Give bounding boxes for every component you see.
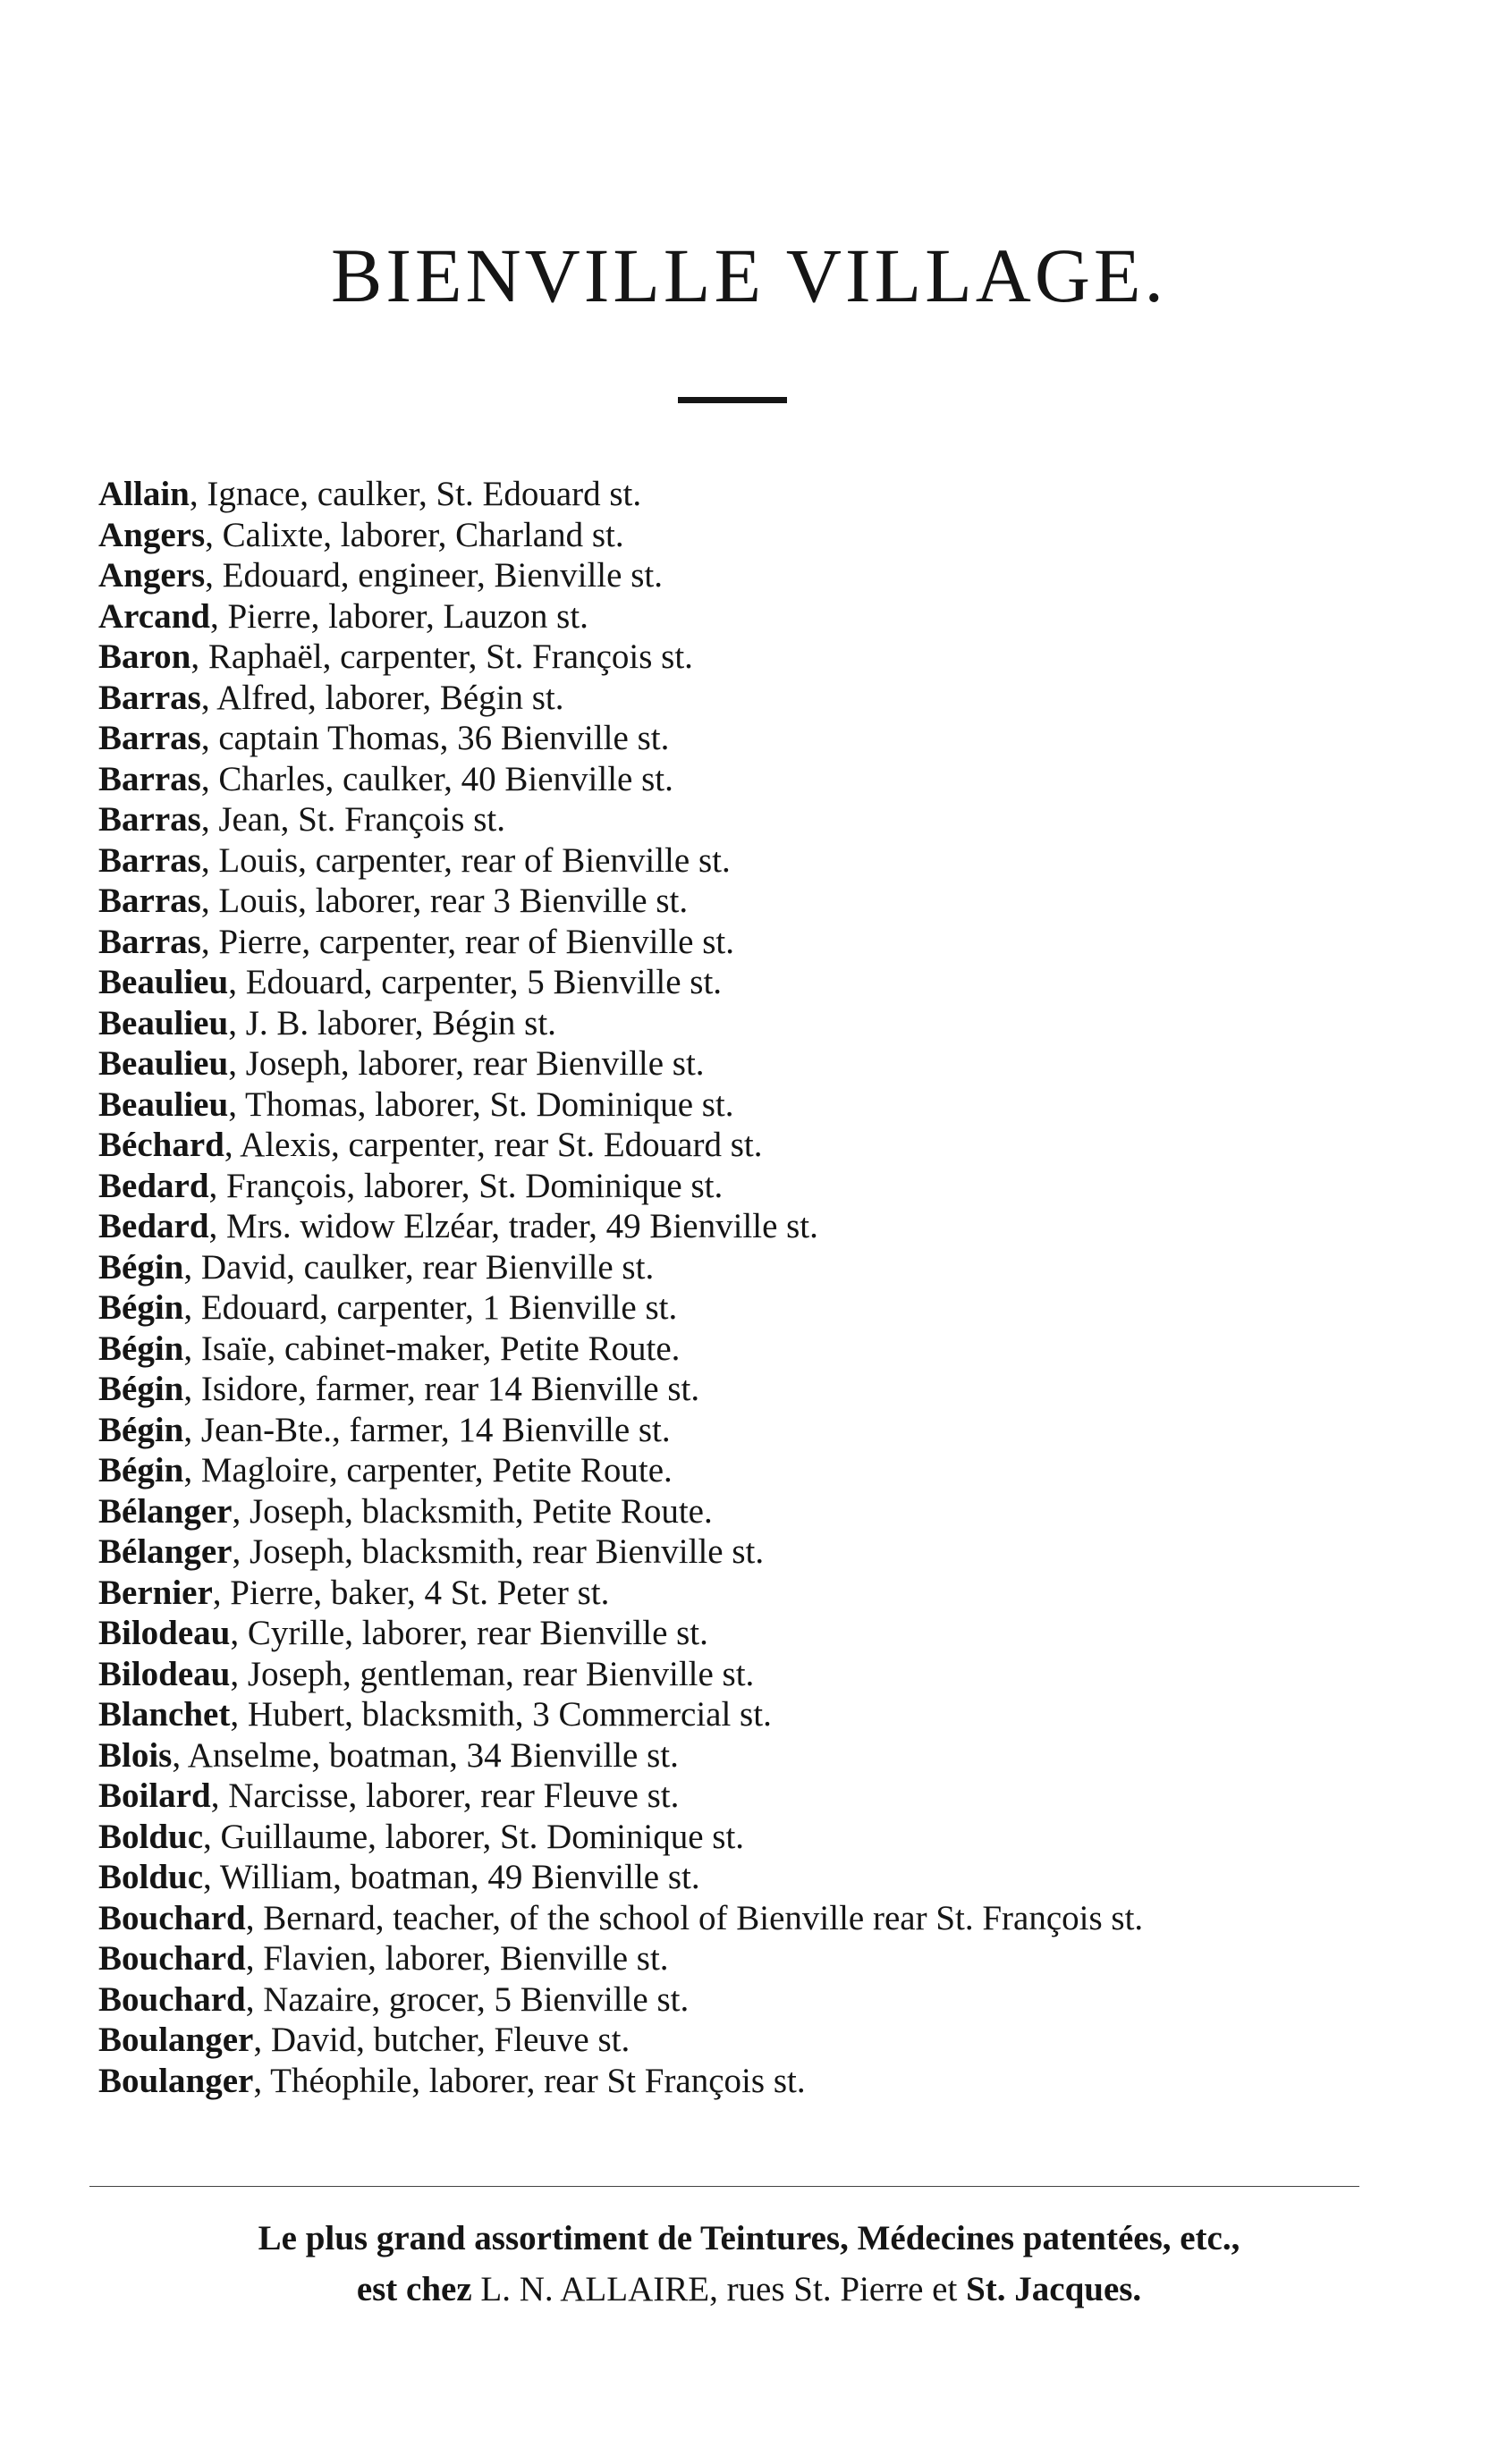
page-title: BIENVILLE VILLAGE.: [331, 232, 1167, 318]
entry-surname: Bilodeau: [98, 1654, 231, 1693]
entry-details: , Narcisse, laborer, rear Fleuve st.: [210, 1776, 680, 1815]
directory-entry: [98, 474, 1413, 515]
entry-details: , Alfred, laborer, Bégin st.: [200, 678, 564, 717]
entry-details: , Alexis, carpenter, rear St. Edouard st.: [224, 1126, 763, 1164]
entry-surname: Bouchard: [98, 1939, 246, 1978]
directory-entry: [98, 2061, 1413, 2102]
directory-entry: [98, 799, 1413, 840]
entry-surname: Bégin: [98, 1410, 184, 1449]
entry-details: , Edouard, carpenter, 1 Bienville st.: [183, 1288, 678, 1327]
entry-surname: Beaulieu: [98, 1084, 229, 1124]
entry-surname: Angers: [98, 515, 206, 554]
entry-surname: Beaulieu: [98, 1044, 229, 1083]
entry-surname: Baron: [98, 637, 191, 676]
entry-details: , J. B. laborer, Bégin st.: [228, 1003, 556, 1042]
entry-surname: Bernier: [98, 1573, 213, 1612]
entry-surname: Boilard: [98, 1776, 211, 1815]
entry-surname: Beaulieu: [98, 1003, 229, 1042]
directory-entry: [98, 1938, 1413, 1979]
directory-entry: [98, 1247, 1413, 1288]
directory-entry: [98, 596, 1413, 637]
entry-details: , Charles, caulker, 40 Bienville st.: [200, 759, 673, 798]
entry-surname: Bégin: [98, 1288, 184, 1327]
directory-entry: [98, 962, 1413, 1003]
entry-details: , Flavien, laborer, Bienville st.: [245, 1939, 669, 1978]
advert-line-2: [0, 2266, 1498, 2313]
entry-details: , Joseph, blacksmith, rear Bienville st.: [232, 1532, 765, 1571]
advert-line-2-c: , rues St. Pierre et: [709, 2270, 967, 2308]
directory-entry: [98, 1857, 1413, 1898]
advert-line-2-d: St. Jacques.: [966, 2270, 1142, 2308]
entry-surname: Bedard: [98, 1166, 209, 1205]
directory-entry: [98, 1084, 1413, 1126]
entry-surname: Barras: [98, 882, 201, 920]
directory-entry: [98, 1206, 1413, 1247]
entry-surname: Boulanger: [98, 2061, 254, 2100]
entry-details: , Magloire, carpenter, Petite Route.: [183, 1451, 673, 1489]
entry-surname: Allain: [98, 475, 190, 513]
directory-entry: [98, 881, 1413, 922]
directory-entry: [98, 1287, 1413, 1329]
entry-details: , Louis, carpenter, rear of Bienville st.: [200, 840, 731, 880]
title-rule: [678, 397, 787, 403]
entry-details: , Ignace, caulker, St. Edouard st.: [189, 475, 642, 513]
entry-details: , Calixte, laborer, Charland st.: [205, 515, 624, 554]
directory-entry: [98, 1410, 1413, 1451]
directory-entry: [98, 1329, 1413, 1370]
entry-details: , David, caulker, rear Bienville st.: [183, 1247, 655, 1287]
entry-details: , William, boatman, 49 Bienville st.: [203, 1858, 700, 1896]
entry-surname: Barras: [98, 800, 201, 839]
entry-details: , David, butcher, Fleuve st.: [253, 2021, 631, 2059]
directory-entry: [98, 515, 1413, 556]
directory-entry: [98, 637, 1413, 678]
entry-details: , Jean-Bte., farmer, 14 Bienville st.: [183, 1410, 671, 1449]
entry-surname: Barras: [98, 719, 201, 757]
entry-surname: Bélanger: [98, 1491, 233, 1531]
entry-details: , Raphaël, carpenter, St. François st.: [190, 637, 693, 676]
entry-surname: Bouchard: [98, 1979, 246, 2019]
directory-entry: [98, 2020, 1413, 2061]
footer-rule: [89, 2186, 1359, 2187]
directory-entry: [98, 1369, 1413, 1410]
directory-entry: [98, 555, 1413, 596]
entry-details: , Nazaire, grocer, 5 Bienville st.: [245, 1979, 690, 2019]
directory-entry: [98, 1166, 1413, 1207]
entry-details: , Cyrille, laborer, rear Bienville st.: [230, 1614, 708, 1652]
entry-details: , Isidore, farmer, rear 14 Bienville st.: [183, 1370, 700, 1408]
entry-details: , François, laborer, St. Dominique st.: [208, 1166, 724, 1205]
entry-details: , Mrs. widow Elzéar, trader, 49 Bienville st.: [208, 1207, 818, 1245]
entry-surname: Beaulieu: [98, 963, 229, 1001]
directory-entry: [98, 922, 1413, 963]
entry-surname: Bolduc: [98, 1858, 204, 1896]
entry-details: , captain Thomas, 36 Bienville st.: [200, 719, 670, 757]
entry-surname: Arcand: [98, 596, 210, 636]
entry-surname: Bouchard: [98, 1898, 246, 1937]
entry-details: , Hubert, blacksmith, 3 Commercial st.: [230, 1695, 772, 1734]
entry-details: , Joseph, laborer, rear Bienville st.: [228, 1044, 705, 1083]
directory-entry: [98, 1694, 1413, 1735]
entry-details: , Isaïe, cabinet-maker, Petite Route.: [183, 1329, 681, 1368]
entry-details: , Edouard, carpenter, 5 Bienville st.: [228, 963, 723, 1001]
entry-surname: Bégin: [98, 1329, 184, 1368]
entry-surname: Bélanger: [98, 1532, 233, 1571]
entry-details: , Thomas, laborer, St. Dominique st.: [228, 1084, 734, 1124]
advert-line-1: Le plus grand assortiment de Teintures, Médecines patentées, etc.,: [258, 2219, 1240, 2257]
entry-surname: Béchard: [98, 1126, 224, 1164]
directory-entry: [98, 840, 1413, 882]
entry-surname: Bégin: [98, 1370, 184, 1408]
advert-line-2-a: est chez: [356, 2270, 481, 2308]
entry-details: , Louis, laborer, rear 3 Bienville st.: [200, 882, 689, 920]
entry-surname: Blois: [98, 1735, 173, 1775]
directory-entry: [98, 1776, 1413, 1817]
directory-entry: [98, 1043, 1413, 1084]
entry-surname: Bolduc: [98, 1817, 204, 1856]
entry-details: , Joseph, gentleman, rear Bienville st.: [230, 1654, 755, 1693]
directory-entry: [98, 1491, 1413, 1532]
entry-details: , Anselme, boatman, 34 Bienville st.: [172, 1735, 679, 1775]
directory-entry: [98, 1125, 1413, 1166]
entry-surname: Barras: [98, 840, 201, 880]
entry-details: , Pierre, carpenter, rear of Bienville st.: [200, 922, 734, 961]
entry-surname: Bégin: [98, 1247, 184, 1287]
entry-details: , Bernard, teacher, of the school of Bienville rear St. François st.: [245, 1898, 1144, 1937]
entry-surname: Barras: [98, 759, 201, 798]
directory-entry: [98, 1898, 1354, 1939]
directory-entry: [98, 1573, 1413, 1614]
entry-surname: Barras: [98, 678, 201, 717]
directory-entry: [98, 1979, 1413, 2021]
directory-entries: [98, 474, 1413, 2101]
directory-entry: [98, 1003, 1413, 1044]
directory-entry: [98, 1654, 1413, 1695]
entry-surname: Barras: [98, 922, 201, 961]
entry-details: , Jean, St. François st.: [200, 800, 505, 839]
entry-details: , Edouard, engineer, Bienville st.: [205, 556, 663, 595]
entry-surname: Blanchet: [98, 1695, 231, 1734]
entry-details: , Joseph, blacksmith, Petite Route.: [232, 1491, 713, 1531]
entry-details: , Théophile, laborer, rear St François st.: [253, 2061, 806, 2100]
directory-entry: [98, 759, 1413, 800]
directory-entry: [98, 1817, 1413, 1858]
entry-surname: Bégin: [98, 1451, 184, 1489]
entry-surname: Bedard: [98, 1207, 209, 1245]
advert-line-2-b: L. N. ALLAIRE: [480, 2270, 710, 2308]
entry-surname: Angers: [98, 556, 206, 595]
directory-entry: [98, 1532, 1413, 1573]
directory-entry: [98, 718, 1413, 759]
entry-surname: Boulanger: [98, 2021, 254, 2059]
directory-entry: [98, 1450, 1413, 1491]
directory-entry: [98, 1613, 1413, 1654]
directory-entry: [98, 678, 1413, 719]
entry-details: , Pierre, baker, 4 St. Peter st.: [212, 1573, 610, 1612]
entry-details: , Pierre, laborer, Lauzon st.: [209, 596, 588, 636]
entry-surname: Bilodeau: [98, 1614, 231, 1652]
directory-entry: [98, 1735, 1413, 1776]
entry-details: , Guillaume, laborer, St. Dominique st.: [203, 1817, 745, 1856]
